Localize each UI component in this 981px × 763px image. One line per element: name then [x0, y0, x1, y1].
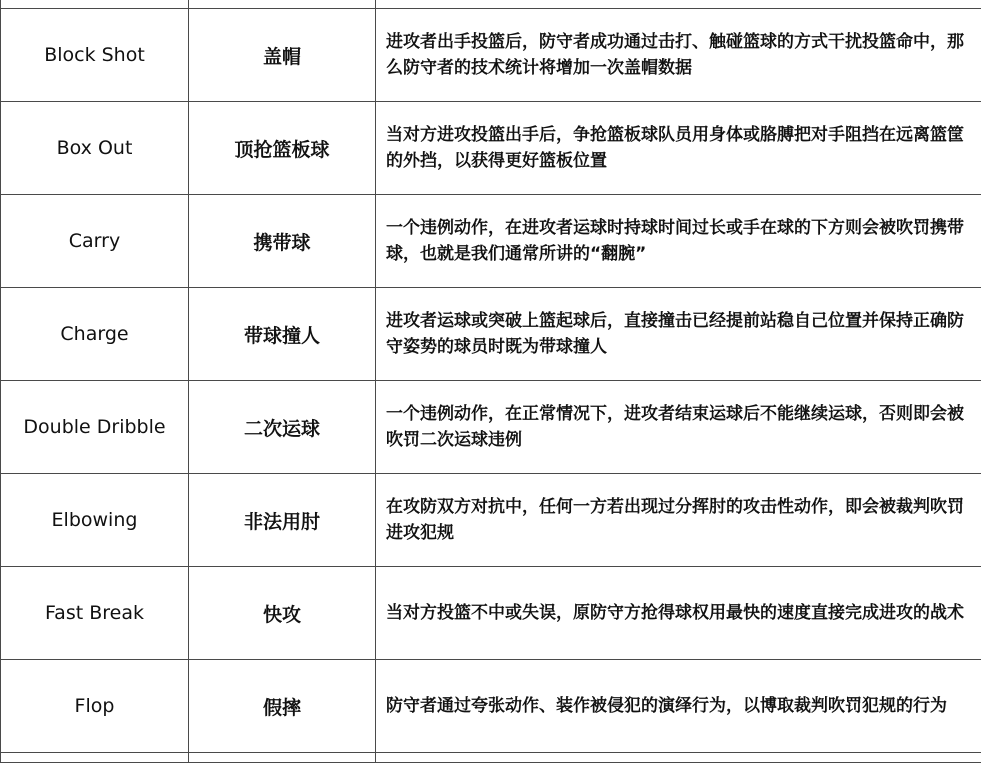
term-english: Elbowing	[1, 474, 189, 567]
term-description-text: 一个违例动作，在进攻者运球时持球时间过长或手在球的下方则会被吹罚携带球，也就是我们通常所讲的“翻腕”	[386, 215, 971, 267]
table-row	[1, 9, 981, 102]
term-description-text: 当对方进攻投篮出手后，争抢篮板球队员用身体或胳膊把对手阻挡在远离篮筐的外挡，以获得更好篮板位置	[386, 122, 971, 174]
table-row	[1, 474, 981, 567]
term-chinese: 二次运球	[189, 381, 376, 474]
table-row	[1, 288, 981, 381]
term-description-text: 一个违例动作，在正常情况下，进攻者结束运球后不能继续运球，否则即会被吹罚二次运球违例	[386, 401, 971, 453]
table-row	[1, 102, 981, 195]
table-row	[1, 660, 981, 753]
term-description-text: 进攻者运球或突破上篮起球后，直接撞击已经提前站稳自己位置并保持正确防守姿势的球员时既为带球撞人	[386, 308, 971, 360]
table-row	[1, 381, 981, 474]
cell-empty	[376, 753, 981, 763]
term-chinese: 快攻	[189, 567, 376, 660]
term-description	[376, 381, 981, 474]
term-description-text: 在攻防双方对抗中，任何一方若出现过分挥肘的攻击性动作，即会被裁判吹罚进攻犯规	[386, 494, 971, 546]
term-description-text: 当对方投篮不中或失误，原防守方抢得球权用最快的速度直接完成进攻的战术	[386, 600, 971, 626]
term-english: Fast Break	[1, 567, 189, 660]
term-english: Carry	[1, 195, 189, 288]
term-description-text: 防守者通过夸张动作、装作被侵犯的演绎行为，以博取裁判吹罚犯规的行为	[386, 693, 971, 719]
term-chinese: 携带球	[189, 195, 376, 288]
term-description	[376, 474, 981, 567]
cell-empty	[189, 753, 376, 763]
term-chinese: 非法用肘	[189, 474, 376, 567]
term-chinese: 顶抢篮板球	[189, 102, 376, 195]
term-chinese: 假摔	[189, 660, 376, 753]
table-row-partial-top	[1, 0, 981, 9]
term-chinese: 带球撞人	[189, 288, 376, 381]
term-english: Flop	[1, 660, 189, 753]
term-description	[376, 567, 981, 660]
cell-empty	[1, 0, 189, 9]
term-english: Block Shot	[1, 9, 189, 102]
term-description	[376, 102, 981, 195]
cell-empty	[189, 0, 376, 9]
term-chinese: 盖帽	[189, 9, 376, 102]
cell-empty	[1, 753, 189, 763]
term-description	[376, 9, 981, 102]
term-english: Box Out	[1, 102, 189, 195]
term-description	[376, 195, 981, 288]
table-row	[1, 195, 981, 288]
table-row	[1, 567, 981, 660]
term-english: Charge	[1, 288, 189, 381]
term-description	[376, 288, 981, 381]
term-description-text: 进攻者出手投篮后，防守者成功通过击打、触碰篮球的方式干扰投篮命中，那么防守者的技术统计将增加一次盖帽数据	[386, 29, 971, 81]
cell-empty	[376, 0, 981, 9]
term-english: Double Dribble	[1, 381, 189, 474]
table-row-partial-bottom	[1, 753, 981, 763]
term-description	[376, 660, 981, 753]
